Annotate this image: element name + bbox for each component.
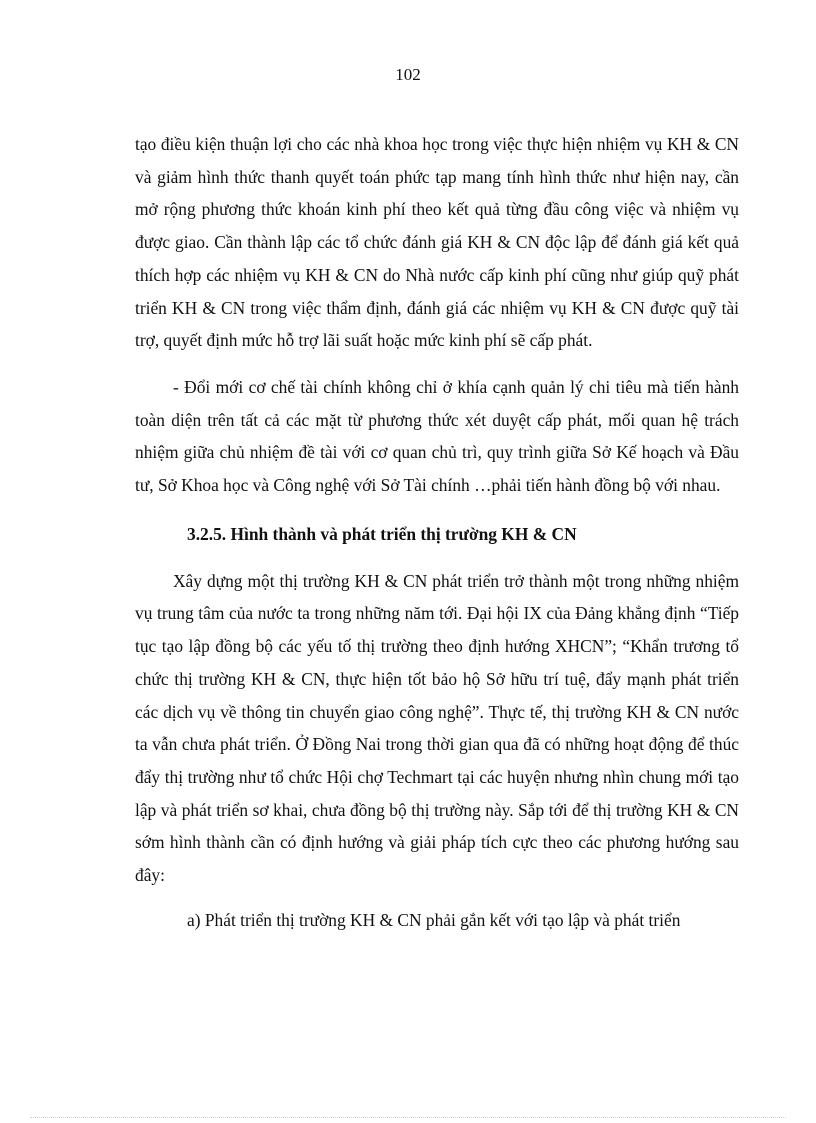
paragraph-market-development: Xây dựng một thị trường KH & CN phát triển trở thành một trong những nhiệm vụ trung tâm của nước ta trong những năm tới. Đại hội IX của Đảng khẳng định “Tiếp tục tạo lập đồng bộ các yếu tố thị trường theo định hướng XHCN”; “Khẩn trương tổ chức thị trường KH & CN, thực hiện tốt bảo hộ Sở hữu trí tuệ, đẩy mạnh phát triển các dịch vụ về thông tin chuyển giao công nghệ”. Thực tế, thị trường KH & CN nước ta vẫn chưa phát triển. Ở Đồng Nai trong thời gian qua đã có những hoạt động để thúc đẩy thị trường như tổ chức Hội chợ Techmart tại các huyện nhưng nhìn chung mới tạo lập và phát triển sơ khai, chưa đồng bộ thị trường này. Sắp tới để thị trường KH & CN sớm hình thành cần có định hướng và giải pháp tích cực theo các phương hướng sau đây: (135, 570, 739, 886)
document-body (135, 128, 739, 936)
page-number: 102 (395, 65, 421, 84)
section-heading: 3.2.5. Hình thành và phát triển thị trường KH & CN (187, 523, 577, 544)
list-item-a: a) Phát triển thị trường KH & CN phải gắn kết với tạo lập và phát triển (187, 909, 681, 930)
page-bottom-divider (30, 1117, 786, 1118)
paragraph-financial-reform: - Đổi mới cơ chế tài chính không chỉ ở khía cạnh quản lý chi tiêu mà tiến hành toàn diện trên tất cả các mặt từ phương thức xét duyệt cấp phát, mối quan hệ trách nhiệm giữa chủ nhiệm đề tài với cơ quan chủ trì, quy trình giữa Sở Kế hoạch và Đầu tư, Sở Khoa học và Công nghệ với Sở Tài chính …phải tiến hành đồng bộ với nhau. (135, 376, 739, 496)
paragraph-funding-mechanism: tạo điều kiện thuận lợi cho các nhà khoa học trong việc thực hiện nhiệm vụ KH & CN và giảm hình thức thanh quyết toán phức tạp mang tính hình thức như hiện nay, cần mở rộng phương thức khoán kinh phí theo kết quả từng đầu công việc và nhiệm vụ được giao. Cần thành lập các tổ chức đánh giá KH & CN độc lập để đánh giá kết quả thích hợp các nhiệm vụ KH & CN do Nhà nước cấp kinh phí cũng như giúp quỹ phát triển KH & CN trong việc thẩm định, đánh giá các nhiệm vụ KH & CN được quỹ tài trợ, quyết định mức hỗ trợ lãi suất hoặc mức kinh phí sẽ cấp phát. (135, 134, 739, 351)
